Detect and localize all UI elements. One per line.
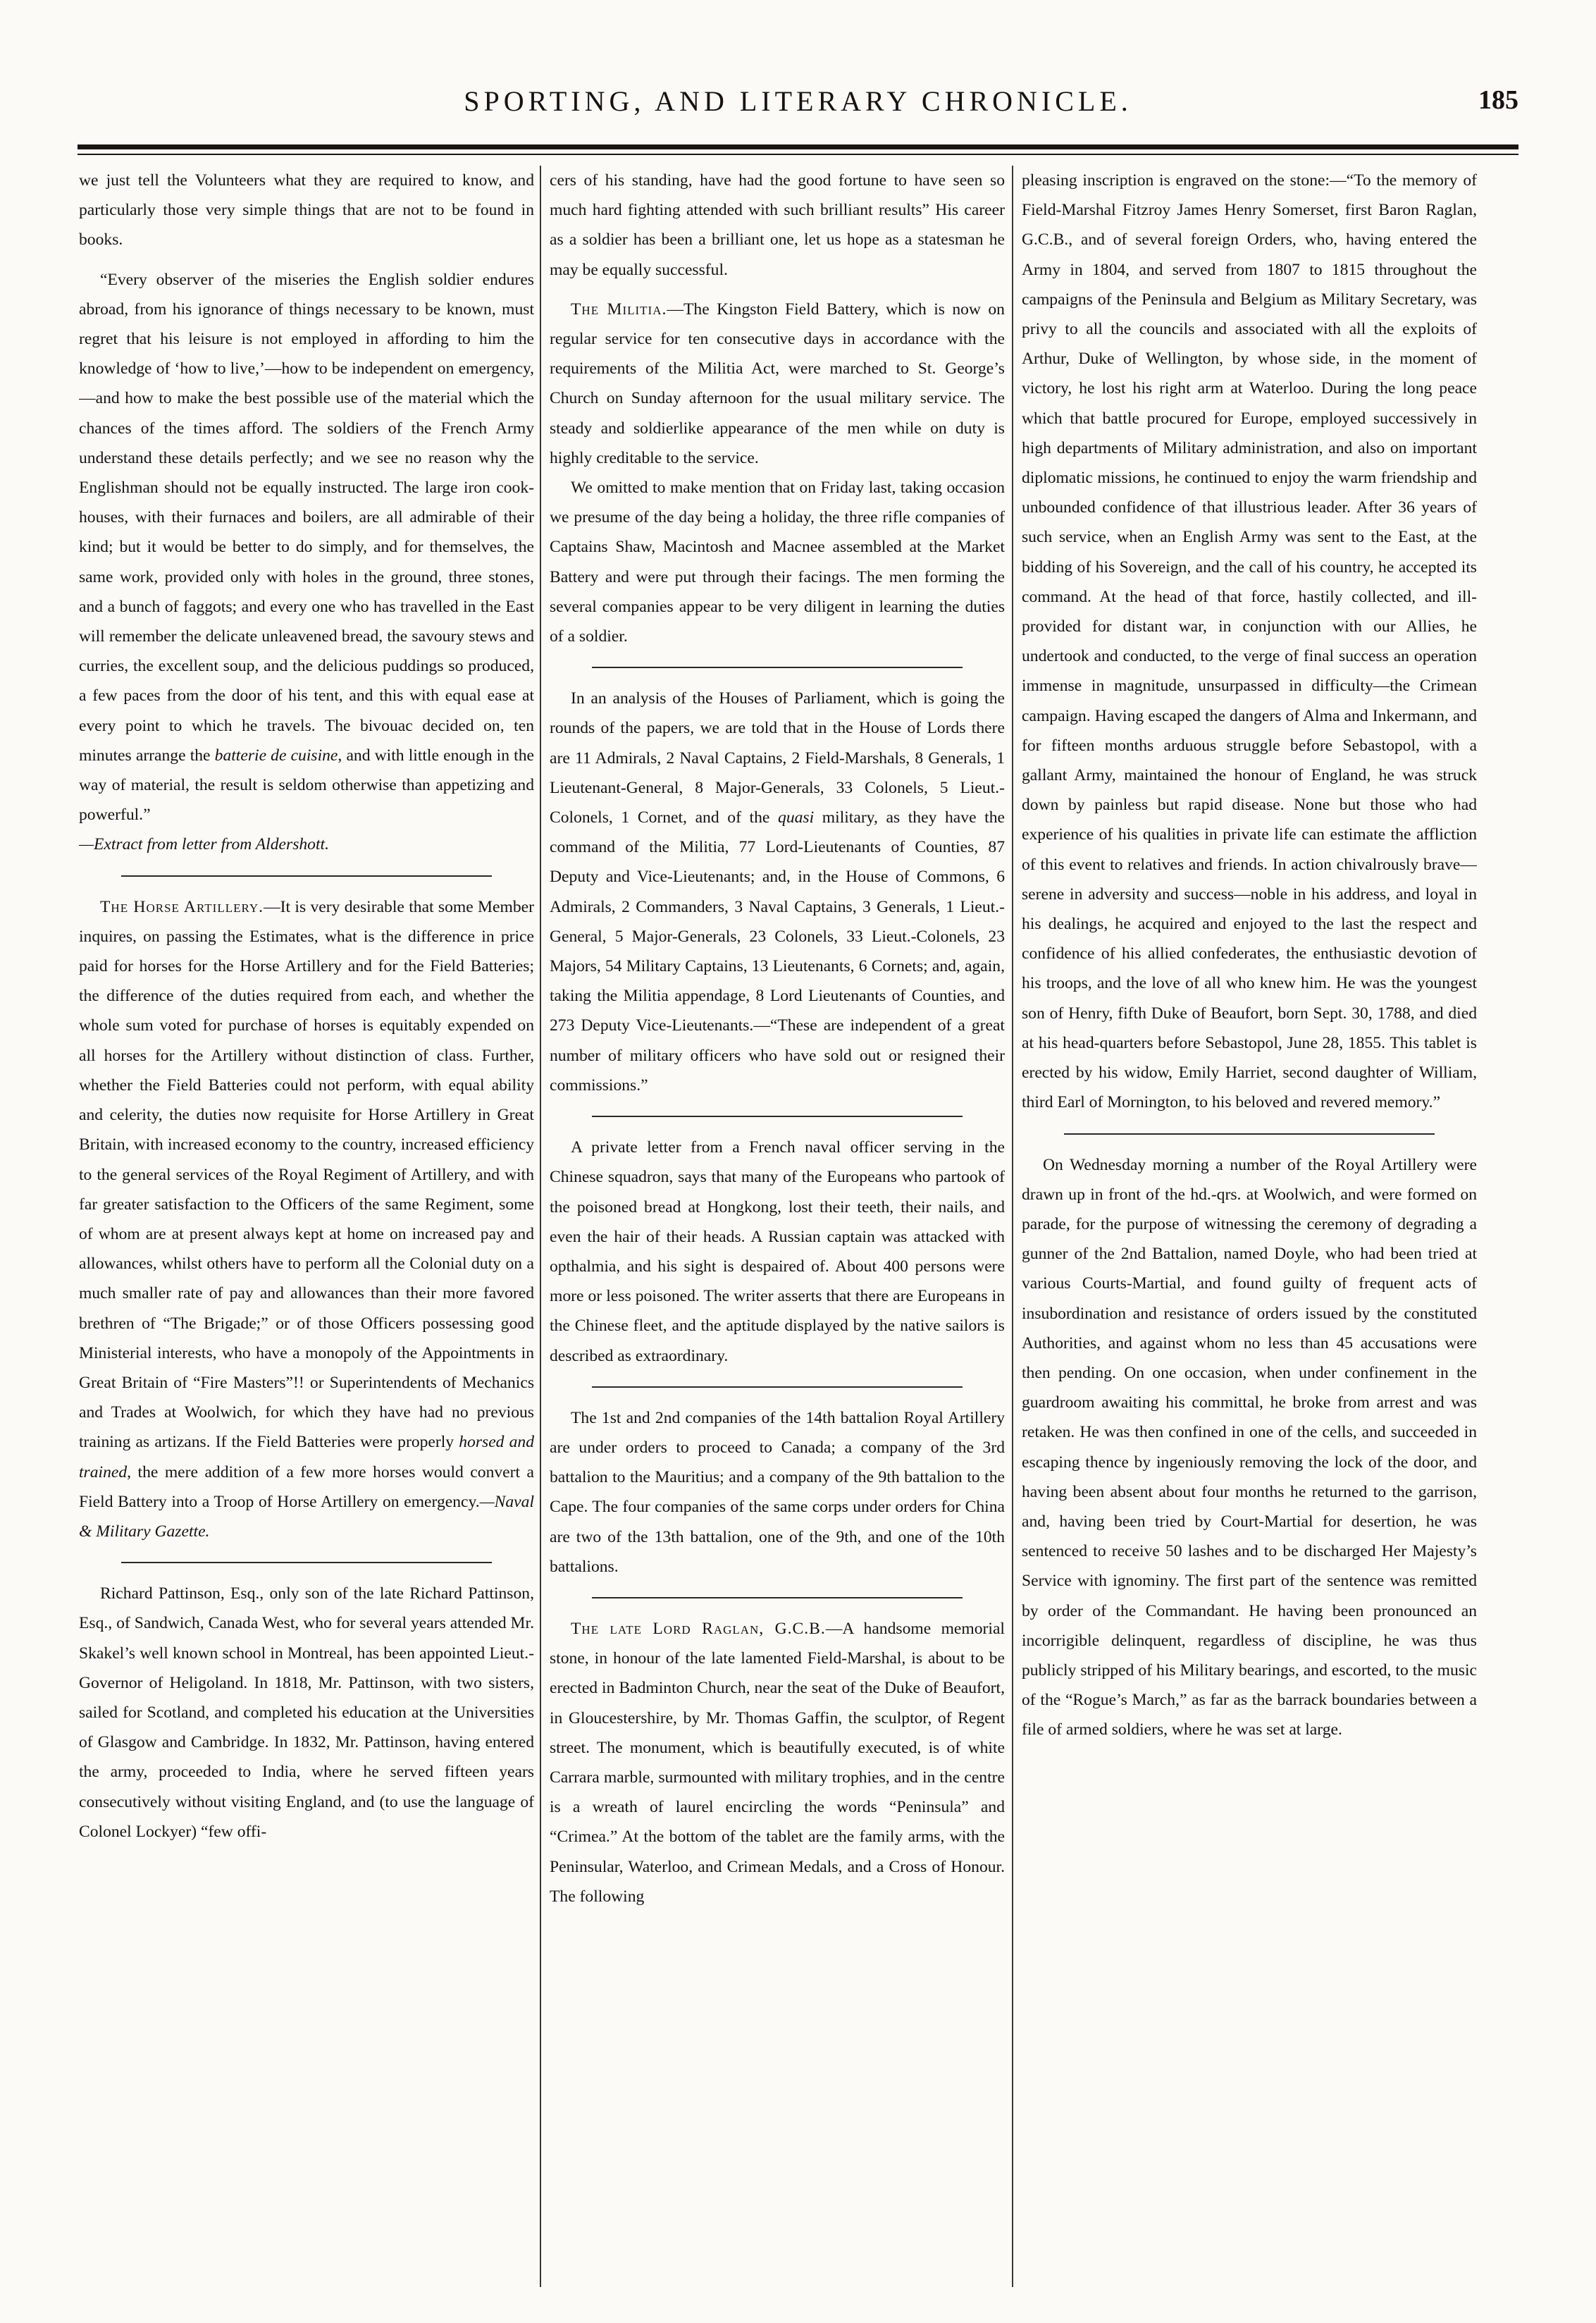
article-separator xyxy=(1064,1133,1435,1135)
article-lord-raglan xyxy=(550,1614,1005,1911)
paragraph: we just tell the Volunteers what they are required to know, and particularly those very simple things that are not to be found in books. xyxy=(79,171,534,249)
text-run: —A handsome memorial stone, in honour of the late lamented Field-Marshal, is about to be erected in Badminton Church, near the seat of the Duke of Beaufort, in Gloucestershire, by Mr. Thomas Gaffin, the sculptor, of Regent street. The monument, which is beautifully executed, is of white Carrara marble, surmounted with military trophies, and in the centre is a wreath of laurel encircling the words “Peninsula” and “Crimea.” At the bottom of the tablet are the family arms, with the Peninsular, Waterloo, and Crimean Medals, and a Cross of Honour. The following xyxy=(550,1619,1005,1906)
article-heading: The Militia. xyxy=(571,300,667,319)
text-run: military, as they have the command of the Militia, 77 Lord-Lieutenants of Counties, 87 Deputy and Vice-Lieutenants; and, in the House of Commons, 6 Admirals, 2 Commanders, 3 Naval Captains, 3 Generals, 1 Lieut.-General, 5 Major-Generals, 23 Colonels, 33 Lieut.-Colonels, 23 Majors, 54 Military Captains, 13 Lieutenants, 6 Cornets; and, again, taking the Militia appendage, 8 Lord Lieutenants of Counties, and 273 Deputy Vice-Lieutenants.—“These are independent of a great number of military officers who have sold out or resigned their commissions.” xyxy=(550,808,1005,1095)
article-aldershott-extract xyxy=(79,265,534,860)
article-separator xyxy=(592,1386,963,1388)
article-separator xyxy=(592,1116,963,1117)
paragraph xyxy=(79,892,534,1546)
source-attribution: —Naval & Military Gazette. xyxy=(79,1492,534,1541)
article-heading: The Horse Artillery. xyxy=(100,897,264,916)
paragraph xyxy=(550,1614,1005,1911)
article-french-officer-letter xyxy=(550,1133,1005,1371)
text-run: “Every observer of the miseries the English soldier endures abroad, from his ignorance of things necessary to be known, must regret that his leisure is not employed in affording to him the knowledge of ‘how to live,’—how to be independent on emergency,—and how to make the best possible use of the material which the chances of the times afford. The soldiers of the French Army understand these details perfectly; and we see no reason why the Englishman should not be equally instructed. The large iron cook-houses, with their furnaces and boilers, are all admirable of their kind; but it would be better to do simply, and for themselves, the same work, provided only with holes in the ground, three stones, and a bunch of faggots; and every one who has travelled in the East will remember the delicate unleavened bread, the savoury stews and curries, the excellent soup, and the delicious puddings so produced, a few paces from the door of his tent, and this with equal ease at every point to which he travels. The bivouac decided on, ten minutes arrange the xyxy=(79,270,534,765)
paragraph: On Wednesday morning a number of the Royal Artillery were drawn up in front of the hd.-qrs. at Woolwich, and were formed on parade, for the purpose of witnessing the ceremony of degrading a gunner of the 2nd Battalion, named Doyle, who had been tried at various Courts-Martial, and found guilty of frequent acts of insubordination and resistance of orders issued by the constituted Authorities, and against whom no less than 45 accusations were then pending. On one occasion, when under confinement in the guardroom awaiting his committal, he broke from arrest and was retaken. He was then confined in one of the cells, and succeeded in escaping thence by ingeniously removing the lock of the door, and having been absent about four months he returned to the garrison, and, having been tried by Court-Martial for desertion, he was sentenced to receive 50 lashes and to be discharged Her Majesty’s Service with ignominy. The first part of the sentence was remitted by order of the Commandant. He having been pronounced an incorrigible delinquent, regardless of discipline, he was thus publicly stripped of his Military bearings, and escorted, to the music of the “Rogue’s March,” as far as the barrack boundaries between a file of armed soldiers, where he was set at large. xyxy=(1022,1155,1477,1739)
text-run: , and with little enough in the way of material, the result is seldom otherwise than appetizing and powerful.” xyxy=(79,746,534,825)
paragraph: pleasing inscription is engraved on the stone:—“To the memory of Field-Marshal Fitzroy James Henry Somerset, first Baron Raglan, G.C.B., and of several foreign Orders, who, having entered the Army in 1804, and served from 1807 to 1815 throughout the campaigns of the Peninsula and Belgium as Military Secretary, was privy to all the councils and associated with all the exploits of Arthur, Duke of Wellington, by whose side, in the moment of victory, he lost his right arm at Waterloo. During the long peace which that battle procured for Europe, employed successively in high departments of Military administration, and also on important diplomatic missions, he continued to enjoy the warm friendship and unbounded confidence of that illustrious leader. After 36 years of such service, when an English Army was sent to the East, at the bidding of his Sovereign, and the call of his country, he accepted its command. At the head of that force, hastily collected, and ill-provided for distant war, in conjunction with our Allies, he undertook and conducted, to the verge of final success an operation immense in magnitude, unsurpassed in difficulty—the Crimean campaign. Having escaped the dangers of Alma and Inkermann, and for fifteen months arduous struggle before Sebastopol, with a gallant Army, maintained the honour of England, he was struck down by painless but rapid disease. None but those who had experience of his qualities in private life can estimate the affliction of this event to relatives and friends. In action chivalrously brave—serene in adversity and success—noble in his address, and loyal in his dealings, he acquired and enjoyed to the last the respect and confidence of his allied confederates, the enthusiastic devotion of his troops, and the love of all who knew him. He was the youngest son of Henry, fifth Duke of Beaufort, born Sept. 30, 1788, and died at his head-quarters before Sebastopol, June 28, 1855. This tablet is erected by his widow, Emily Harriet, second daughter of William, third Earl of Mornington, to his beloved and revered memory.” xyxy=(1022,171,1477,1112)
italic-phrase: batterie de cuisine xyxy=(214,746,338,765)
article-rifle-companies xyxy=(550,473,1005,651)
column-left xyxy=(79,166,534,2287)
paragraph: cers of his standing, have had the good fortune to have seen so much hard fighting attended with such brilliant results” His career as a soldier has been a brilliant one, let us hope as a statesman he may be equally successful. xyxy=(550,171,1005,279)
text-run: In an analysis of the Houses of Parliament, which is going the rounds of the papers, we are told that in the House of Lords there are 11 Admirals, 2 Naval Captains, 2 Field-Marshals, 8 Generals, 1 Lieutenant-General, 8 Major-Generals, 33 Colonels, 5 Lieut.-Colonels, 1 Cornet, and of the xyxy=(550,689,1005,827)
article-artillery-orders xyxy=(550,1403,1005,1582)
article-separator xyxy=(592,1597,963,1598)
article-volunteers-continued xyxy=(79,166,534,255)
paragraph: The 1st and 2nd companies of the 14th battalion Royal Artillery are under orders to proceed to Canada; a company of the 3rd battalion to the Mauritius; and a company of the 9th battalion to the Cape. The four companies of the same corps under orders for China are two of the 13th battalion, one of the 9th, and one of the 10th battalions. xyxy=(550,1408,1005,1576)
column-divider xyxy=(540,166,541,2287)
column-middle xyxy=(550,166,1005,2287)
article-horse-artillery xyxy=(79,892,534,1546)
paragraph xyxy=(550,295,1005,473)
italic-phrase: quasi xyxy=(778,808,815,827)
article-separator xyxy=(121,1562,492,1563)
article-raglan-inscription xyxy=(1022,166,1477,1118)
text-run: —It is very desirable that some Member inquires, on passing the Estimates, what is the difference in price paid for horses for the Horse Artillery and for the Field Batteries; the difference of the duties required from each, and whether the whole sum voted for purchase of horses is equitably expended on all horses for the Artillery without distinction of class. Further, whether the Field Batteries could not perform, with equal ability and celerity, the duties now requisite for Horse Artillery in Great Britain, with increased economy to the country, increased efficiency to the general services of the Royal Regiment of Artillery, and with far greater satisfaction to the Officers of the same Regiment, some of whom are at present always kept at home on increased pay and allowances, whilst others have to perform all the Colonial duty on a much smaller rate of pay and allowances than their more favored brethren of “The Brigade;” or of those Officers possessing good Ministerial interests, who have a monopoly of the Appointments in Great Britain of “Fire Masters”!! or Superintendents of Mechanics and Trades at Woolwich, for which they have had no previous training as artizans. If the Field Batteries were properly xyxy=(79,897,534,1452)
header-rule-thick xyxy=(78,144,1518,149)
article-separator xyxy=(592,667,963,668)
text-run: , the mere addition of a few more horses would convert a Field Battery into a Troop of Horse Artillery on emergency. xyxy=(79,1462,534,1511)
italic-phrase: horsed and trained xyxy=(79,1433,534,1481)
running-title: SPORTING, AND LITERARY CHRONICLE. xyxy=(464,85,1132,117)
column-divider xyxy=(1012,166,1013,2287)
source-attribution: —Extract from letter from Aldershott. xyxy=(79,835,329,854)
article-militia xyxy=(550,295,1005,473)
paragraph: We omitted to make mention that on Friday last, taking occasion we presume of the day being a holiday, the three rifle companies of Captains Shaw, Macintosh and Macnee assembled at the Market Battery and were put through their facings. The men forming the several companies appear to be very diligent in learning the duties of a soldier. xyxy=(550,479,1005,646)
paragraph xyxy=(550,684,1005,1100)
column-right xyxy=(1022,166,1477,2287)
article-separator xyxy=(121,875,492,877)
page-number: 185 xyxy=(1478,85,1518,115)
article-woolwich-degradation xyxy=(1022,1150,1477,1745)
article-pattinson-continued xyxy=(550,166,1005,285)
paragraph: Richard Pattinson, Esq., only son of the late Richard Pattinson, Esq., of Sandwich, Canada West, who for several years attended Mr. Skakel’s well known school in Montreal, has been appointed Lieut.-Governor of Heligoland. In 1818, Mr. Pattinson, with two sisters, sailed for Scotland, and completed his education at the Universities of Glasgow and Cambridge. In 1832, Mr. Pattinson, having entered the army, proceeded to India, where he served fifteen years consecutively without visiting England, and (to use the language of Colonel Lockyer) “few offi- xyxy=(79,1584,534,1841)
page-header xyxy=(78,85,1518,134)
article-heading: The late Lord Raglan, G.C.B. xyxy=(571,1619,826,1638)
text-run: —The Kingston Field Battery, which is now on regular service for ten consecutive days in accordance with the requirements of the Militia Act, were marched to St. George’s Church on Sunday afternoon for the usual military service. The steady and soldierlike appearance of the men while on duty is highly creditable to the service. xyxy=(550,300,1005,467)
article-pattinson xyxy=(79,1579,534,1847)
header-rule-thin xyxy=(78,154,1518,155)
paragraph: A private letter from a French naval officer serving in the Chinese squadron, says that many of the Europeans who partook of the poisoned bread at Hongkong, lost their teeth, their nails, and even the hair of their heads. A Russian captain was attacked with opthalmia, and his sight is despaired of. About 400 persons were more or less poisoned. The writer asserts that there are Europeans in the Chinese fleet, and the aptitude displayed by the native sailors is described as extraordinary. xyxy=(550,1138,1005,1365)
article-parliament-analysis xyxy=(550,684,1005,1100)
paragraph xyxy=(79,265,534,830)
